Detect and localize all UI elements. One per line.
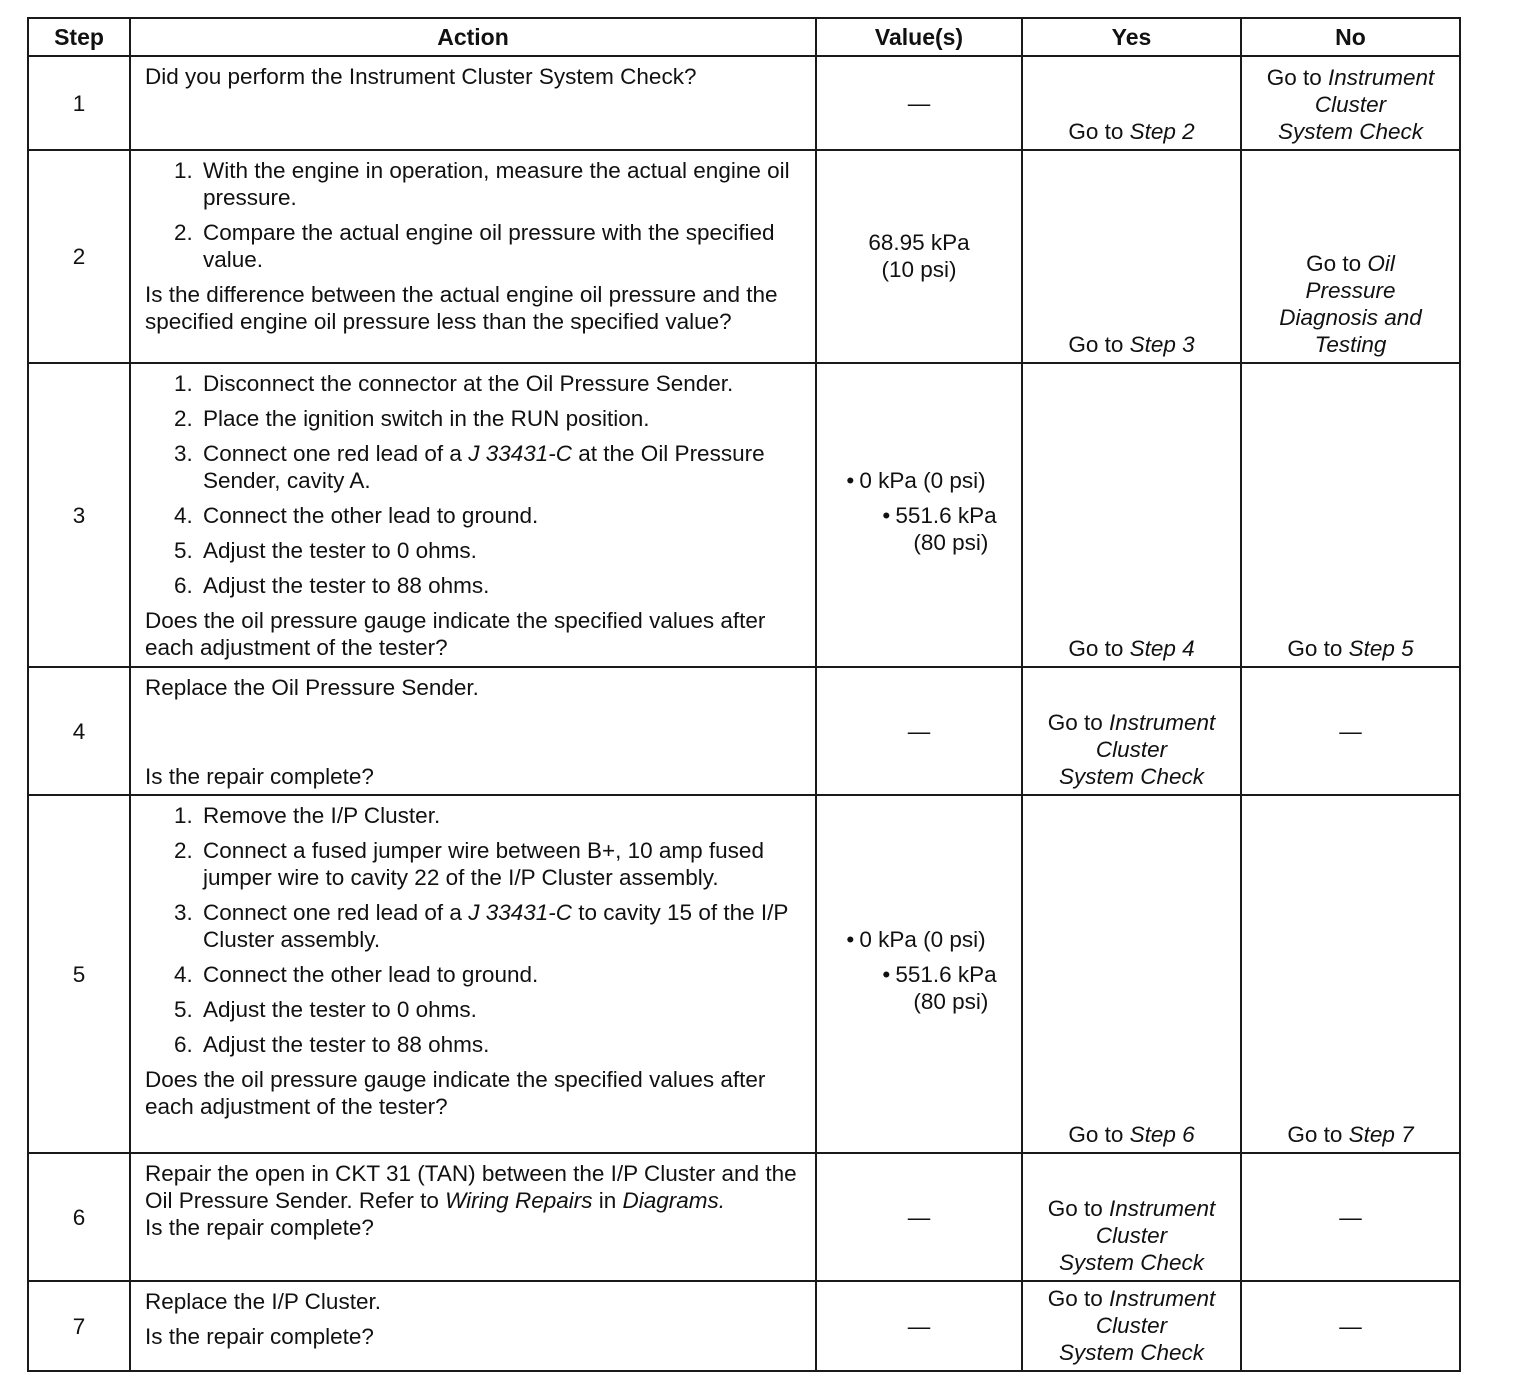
action-cell: [130, 667, 816, 795]
action-text: Replace the Oil Pressure Sender.: [145, 675, 479, 700]
no-target-link[interactable]: Step 5: [1348, 636, 1414, 661]
action-text: Repair the open in CKT 31 (TAN) between the I/P Cluster and the Oil Pressure Sender. Refer to Wiring Repairs in Diagrams.: [145, 1161, 797, 1213]
tool-number: J 33431-C: [468, 900, 573, 925]
procedure-item: 2. Compare the actual engine oil pressure with the specified value.: [199, 219, 805, 273]
tool-number: J 33431-C: [468, 441, 573, 466]
table-row: [28, 667, 1460, 795]
yes-cell: Go to Instrument Cluster System Check: [1022, 667, 1241, 795]
col-header-values: Value(s): [816, 18, 1022, 56]
header-row: [28, 18, 1460, 56]
no-target-link[interactable]: Step 7: [1348, 1122, 1414, 1147]
table-row: [28, 1281, 1460, 1371]
action-cell: [130, 795, 816, 1153]
bullet-icon: •: [846, 926, 855, 952]
value-cell: —: [816, 1153, 1022, 1281]
question-text: Does the oil pressure gauge indicate the specified values after each adjustment of the tester?: [145, 1067, 766, 1119]
table-row: [28, 363, 1460, 667]
no-cell: Go to Oil Pressure Diagnosis and Testing: [1241, 150, 1460, 363]
no-cell: —: [1241, 667, 1460, 795]
procedure-item: 2. Place the ignition switch in the RUN position.: [199, 405, 805, 432]
yes-target-link[interactable]: Step 3: [1129, 332, 1195, 357]
col-header-no: No: [1241, 18, 1460, 56]
step-number: 2: [28, 150, 130, 363]
no-cell: —: [1241, 1153, 1460, 1281]
procedure-list: [145, 157, 805, 273]
step-number: 3: [28, 363, 130, 667]
step-number: 6: [28, 1153, 130, 1281]
procedure-list: [145, 370, 805, 599]
col-header-action: Action: [130, 18, 816, 56]
question-text: Is the repair complete?: [145, 764, 374, 789]
value-cell: —: [816, 1281, 1022, 1371]
action-cell: [130, 363, 816, 667]
step-number: 7: [28, 1281, 130, 1371]
yes-cell: Go to Step 4: [1022, 363, 1241, 667]
value-list: • 0 kPa (0 psi) • 551.6 kPa (80 psi): [841, 467, 996, 564]
question-text: Is the difference between the actual engine oil pressure and the specified engine oil pressure less than the specified value?: [145, 282, 778, 334]
question-text: Is the repair complete?: [145, 1324, 374, 1349]
no-target-link[interactable]: Instrument: [1328, 65, 1435, 90]
question-text: Did you perform the Instrument Cluster System Check?: [145, 64, 697, 89]
diagnostic-table: [27, 17, 1461, 1372]
procedure-list: [145, 802, 805, 1058]
question-text: Is the repair complete?: [145, 1215, 374, 1240]
action-text: Replace the I/P Cluster.: [145, 1289, 381, 1314]
value-cell: —: [816, 56, 1022, 150]
procedure-item: 1. Disconnect the connector at the Oil Pressure Sender.: [199, 370, 805, 397]
no-cell: —: [1241, 1281, 1460, 1371]
procedure-item: 6. Adjust the tester to 88 ohms.: [199, 572, 805, 599]
value-cell: [816, 363, 1022, 667]
step-number: 4: [28, 667, 130, 795]
bullet-icon: •: [882, 502, 891, 528]
table-row: [28, 150, 1460, 363]
procedure-item: 3. Connect one red lead of a J 33431-C at the Oil Pressure Sender, cavity A.: [199, 440, 805, 494]
value-cell: —: [816, 667, 1022, 795]
action-cell: [130, 1281, 816, 1371]
action-cell: [130, 1153, 816, 1281]
no-cell: Go to Instrument Cluster System Check: [1241, 56, 1460, 150]
no-cell: Go to Step 5: [1241, 363, 1460, 667]
procedure-item: 1. Remove the I/P Cluster.: [199, 802, 805, 829]
yes-target-link[interactable]: Instrument: [1109, 710, 1216, 735]
yes-cell: Go to Instrument Cluster System Check: [1022, 1153, 1241, 1281]
diagrams-link[interactable]: Diagrams.: [622, 1188, 726, 1213]
action-cell: [130, 56, 816, 150]
yes-target-link[interactable]: Instrument: [1109, 1286, 1216, 1311]
procedure-item: 1. With the engine in operation, measure the actual engine oil pressure.: [199, 157, 805, 211]
procedure-item: 4. Connect the other lead to ground.: [199, 961, 805, 988]
col-header-step: Step: [28, 18, 130, 56]
col-header-yes: Yes: [1022, 18, 1241, 56]
table-row: [28, 56, 1460, 150]
procedure-item: 4. Connect the other lead to ground.: [199, 502, 805, 529]
bullet-icon: •: [846, 467, 855, 493]
value-list: • 0 kPa (0 psi) • 551.6 kPa (80 psi): [841, 926, 996, 1023]
procedure-item: 5. Adjust the tester to 0 ohms.: [199, 537, 805, 564]
no-cell: Go to Step 7: [1241, 795, 1460, 1153]
step-number: 1: [28, 56, 130, 150]
wiring-repairs-link[interactable]: Wiring Repairs: [445, 1188, 593, 1213]
value-cell: [816, 795, 1022, 1153]
procedure-item: 3. Connect one red lead of a J 33431-C to cavity 15 of the I/P Cluster assembly.: [199, 899, 805, 953]
action-cell: [130, 150, 816, 363]
procedure-item: 2. Connect a fused jumper wire between B+, 10 amp fused jumper wire to cavity 22 of the I/P Cluster assembly.: [199, 837, 805, 891]
procedure-item: 6. Adjust the tester to 88 ohms.: [199, 1031, 805, 1058]
procedure-item: 5. Adjust the tester to 0 ohms.: [199, 996, 805, 1023]
yes-cell: Go to Instrument Cluster System Check: [1022, 1281, 1241, 1371]
yes-cell: Go to Step 6: [1022, 795, 1241, 1153]
no-target-link[interactable]: Oil: [1367, 251, 1395, 276]
yes-cell: Go to Step 2: [1022, 56, 1241, 150]
value-cell: 68.95 kPa (10 psi): [816, 150, 1022, 363]
yes-target-link[interactable]: Instrument: [1109, 1196, 1216, 1221]
yes-target-link[interactable]: Step 4: [1129, 636, 1195, 661]
question-text: Does the oil pressure gauge indicate the specified values after each adjustment of the tester?: [145, 608, 766, 660]
yes-target-link[interactable]: Step 6: [1129, 1122, 1195, 1147]
table-row: [28, 1153, 1460, 1281]
bullet-icon: •: [882, 961, 891, 987]
step-number: 5: [28, 795, 130, 1153]
yes-target-link[interactable]: Step 2: [1129, 119, 1195, 144]
table-row: [28, 795, 1460, 1153]
yes-cell: Go to Step 3: [1022, 150, 1241, 363]
